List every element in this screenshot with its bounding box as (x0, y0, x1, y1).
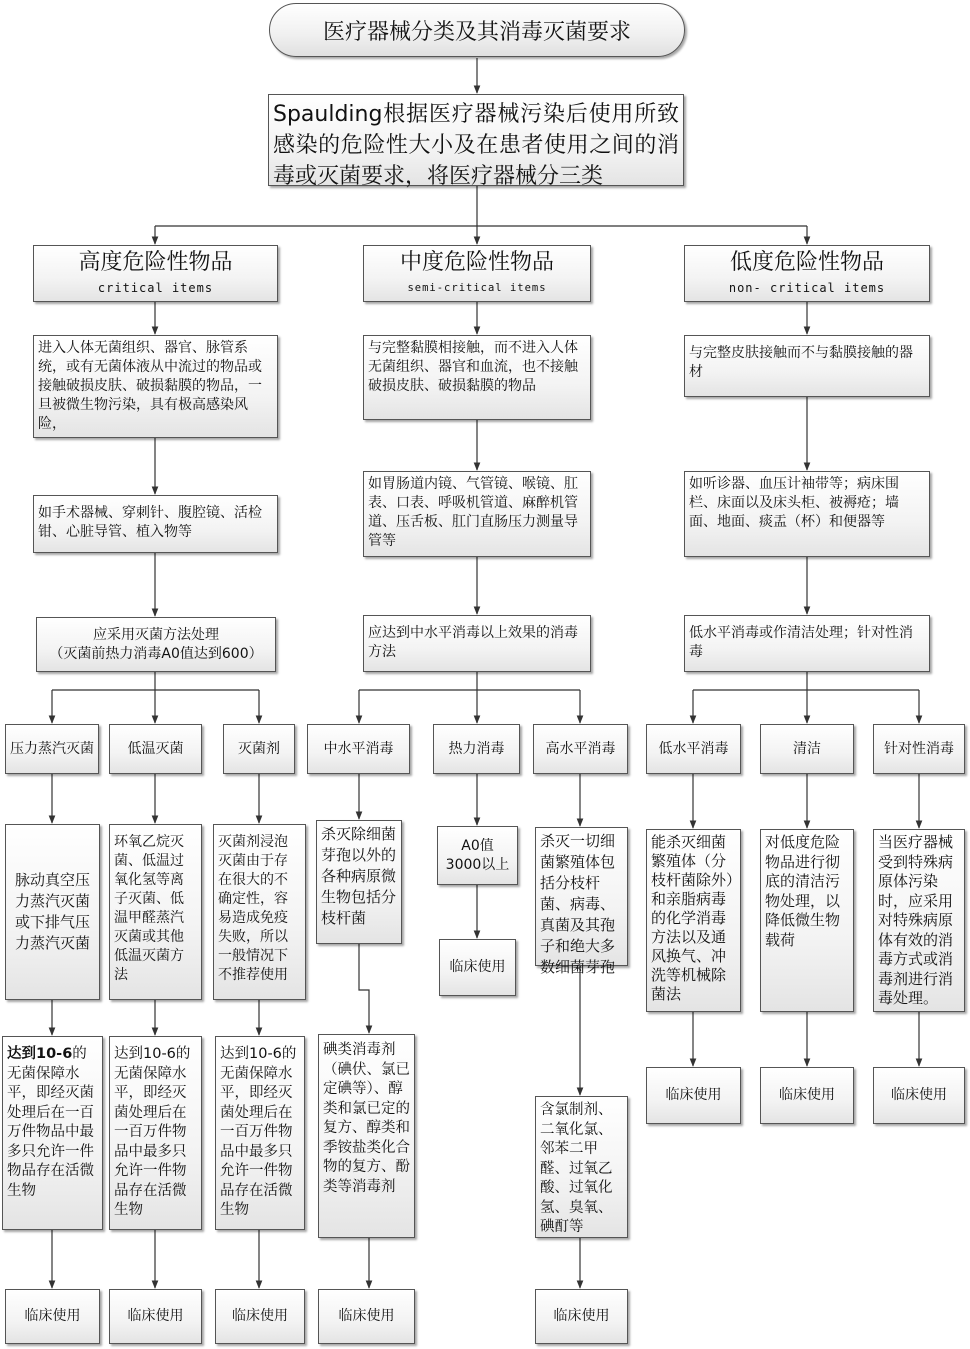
clinical-use-low-level: 临床使用 (646, 1067, 741, 1124)
category-name-en: critical items (97, 281, 214, 295)
method-pressure-steam: 压力蒸汽灭菌 (5, 724, 99, 774)
category-high-risk (33, 245, 278, 302)
method-targeted-disinfection: 针对性消毒 (873, 724, 965, 774)
method-low-level-disinfection: 低水平消毒 (646, 724, 741, 774)
detail-thermal-disinfection: A0值 3000以上 (437, 826, 518, 885)
agents-high-level-disinfection: 含氯制剂、二氧化氯、邻苯二甲醛、过氧乙酸、过氧化氢、臭氧、碘酊等 (535, 1096, 628, 1238)
category-medium-risk (363, 245, 591, 302)
detail-cleaning: 对低度危险物品进行彻底的清洁污物处理，以降低微生物载荷 (760, 829, 854, 1012)
method-sterilant: 灭菌剂 (223, 724, 295, 774)
category-name: 中度危险性物品 (399, 250, 554, 275)
category-name-en: non- critical items (728, 281, 886, 295)
clinical-use-cleaning: 临床使用 (760, 1067, 854, 1124)
detail-targeted-disinfection: 当医疗器械受到特殊病原体污染时，应采用对特殊病原体有效的消毒方式或消毒剂进行消毒处理。 (873, 829, 965, 1012)
detail-sterilant: 灭菌剂浸泡灭菌由于存在很大的不确定性，容易造成免疫失败，所以一般情况下不推荐使用 (213, 824, 306, 1000)
agents-intermediate-disinfection: 碘类消毒剂（碘伏、氯已定碘等）、醇类和氯已定的复方、醇类和季铵盐类化合物的复方、酚类等消毒剂 (318, 1034, 415, 1238)
result-low-temp-sterilization: 达到10-6的无菌保障水平，即经灭菌处理后在一百万件物品中最多只允许一件物品存在活微生物 (109, 1036, 202, 1230)
detail-high-level-disinfection: 杀灭一切细菌繁殖体包括分枝杆菌、病毒、真菌及其孢子和绝大多数细菌芽孢 (535, 827, 628, 966)
method-high-level-disinfection: 高水平消毒 (533, 724, 628, 774)
high-risk-requirement: 应采用灭菌方法处理 （灭菌前热力消毒A0值达到600） (36, 617, 276, 672)
medium-risk-requirement: 应达到中水平消毒以上效果的消毒方法 (363, 615, 591, 672)
high-risk-examples: 如手术器械、穿刺针、腹腔镜、活检钳、心脏导管、植入物等 (33, 495, 278, 553)
high-risk-description: 进入人体无菌组织、器官、脉管系统，或有无菌体液从中流过的物品或接触破损皮肤、破损黏膜的物品，一旦被微生物污染，具有极高感染风险， (33, 335, 278, 438)
result-bold-text: 达到10-6 (7, 1046, 73, 1062)
clinical-use-sterilant: 临床使用 (215, 1289, 305, 1344)
medium-risk-description: 与完整黏膜相接触，而不进入人体无菌组织、器官和血流，也不接触破损皮肤、破损黏膜的物品 (363, 335, 591, 420)
result-pressure-steam (2, 1036, 103, 1230)
result-sterilant: 达到10-6的无菌保障水平，即经灭菌处理后在一百万件物品中最多只允许一件物品存在活微生物 (215, 1036, 305, 1230)
clinical-use-thermal: 临床使用 (439, 939, 516, 996)
low-risk-description: 与完整皮肤接触而不与黏膜接触的器材 (684, 335, 930, 397)
category-low-risk (684, 245, 930, 302)
category-name-en: semi-critical items (407, 282, 547, 294)
detail-pressure-steam (5, 824, 100, 1000)
intro-box: Spaulding根据医疗器械污染后使用所致感染的危险性大小及在患者使用之间的消毒或灭菌要求，将医疗器械分三类 (268, 94, 684, 186)
clinical-use-high-level: 临床使用 (535, 1289, 628, 1344)
result-text: 的无菌保障水平，即经灭菌处理后在一百万件物品中最多只允许一件物品存在活微生物 (7, 1046, 94, 1199)
low-risk-examples: 如听诊器、血压计袖带等；病床围栏、床面以及床头柜、被褥疮；墙面、地面、痰盂（杯）和便器等 (684, 471, 930, 557)
clinical-use-pressure-steam: 临床使用 (5, 1289, 100, 1344)
category-name: 高度危险性物品 (78, 250, 233, 275)
method-intermediate-disinfection: 中水平消毒 (307, 724, 410, 774)
detail-intermediate-disinfection: 杀灭除细菌芽孢以外的各种病原微生物包括分枝杆菌 (316, 820, 402, 944)
detail-low-level-disinfection: 能杀灭细菌繁殖体（分枝杆菌除外）和亲脂病毒的化学消毒方法以及通风换气、冲洗等机械除菌法 (646, 829, 741, 1012)
method-low-temp-sterilization: 低温灭菌 (109, 724, 202, 774)
method-cleaning: 清洁 (760, 724, 854, 774)
clinical-use-low-temp: 临床使用 (109, 1289, 202, 1344)
clinical-use-intermediate: 临床使用 (318, 1289, 415, 1344)
category-name: 低度危险性物品 (729, 250, 884, 275)
low-risk-requirement: 低水平消毒或作清洁处理；针对性消毒 (684, 615, 930, 672)
method-thermal-disinfection: 热力消毒 (433, 724, 520, 774)
clinical-use-targeted: 临床使用 (873, 1067, 965, 1124)
diagram-title: 医疗器械分类及其消毒灭菌要求 (269, 3, 685, 57)
detail-low-temp-sterilization: 环氧乙烷灭菌、低温过氧化氢等离子灭菌、低温甲醛蒸汽灭菌或其他低温灭菌方法 (109, 824, 202, 1000)
medium-risk-examples: 如胃肠道内镜、气管镜、喉镜、肛表、口表、呼吸机管道、麻醉机管道、压舌板、肛门直肠压力测量导管等 (363, 471, 591, 557)
detail-text: 脉动真空压力蒸汽灭菌或下排气压力蒸汽灭菌 (14, 871, 90, 952)
